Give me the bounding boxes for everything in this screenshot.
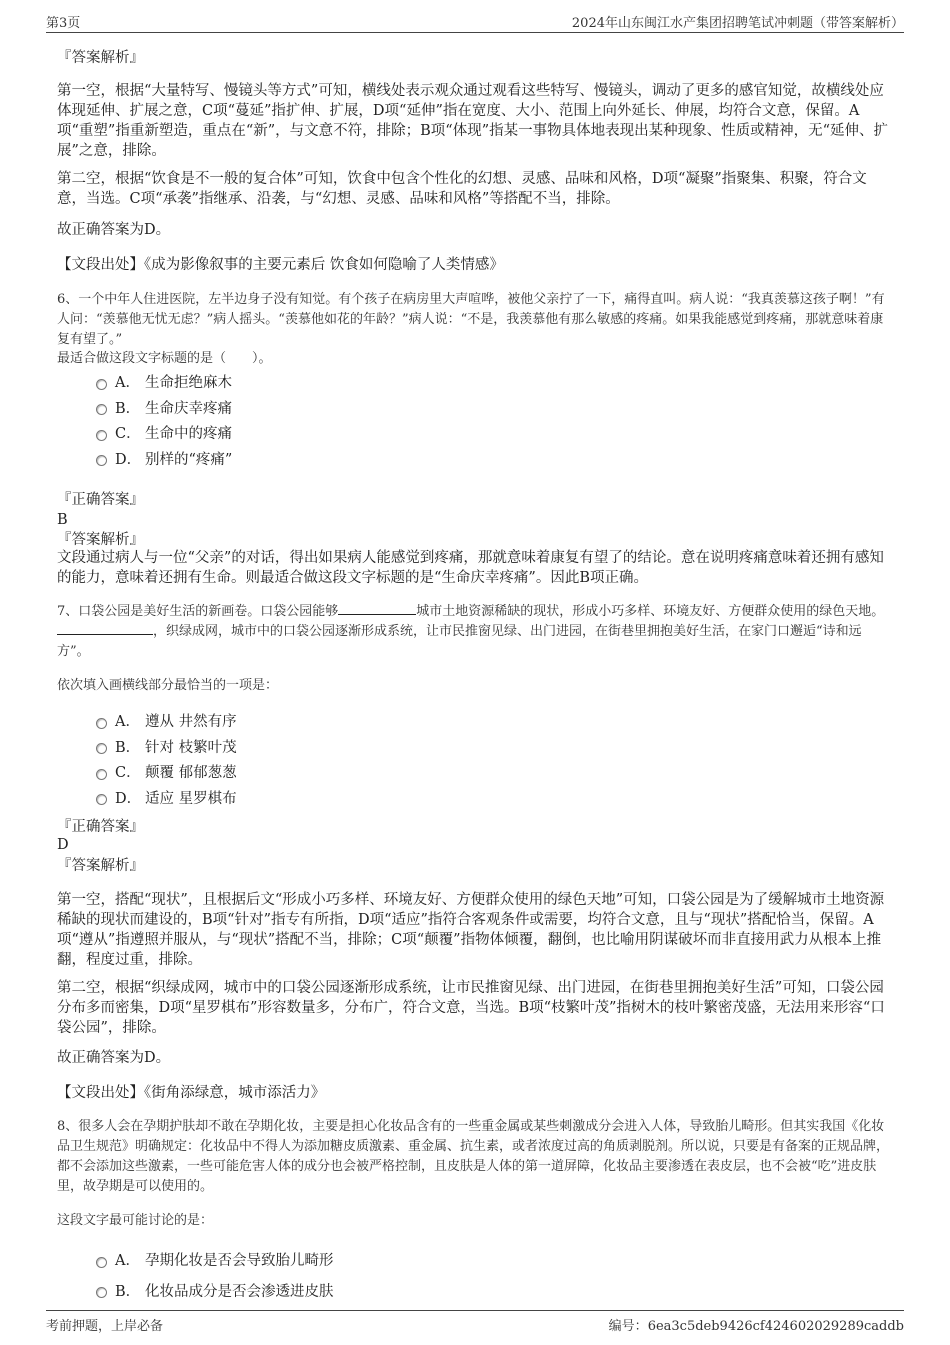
- radio-icon[interactable]: [96, 1287, 107, 1298]
- q8-options: [96, 1241, 334, 1302]
- q8-stem: 8、很多人会在孕期护肤却不敢在孕期化妆，主要是担心化妆品含有的一些重金属或某些刺激成分会进入人体，导致胎儿畸形。但其实我国《化妆品卫生规范》明确规定：化妆品中不得人为添加糖皮质激素、重金属、抗生素，或者浓度过高的角质剥脱剂。所以说，只要是有备案的正规品牌，都不会添加这些激素，一些可能危害人体的成分也会被严格控制，且皮肤是人体的第一道屏障，化妆品主要渗透在表皮层，也不会被“吃”进皮肤里，故孕期是可以使用的。: [57, 1119, 890, 1194]
- radio-icon[interactable]: [96, 743, 107, 754]
- q5-analysis-title: 『答案解析』: [57, 50, 144, 66]
- q6-answer: B: [57, 512, 68, 528]
- q6-options: [96, 369, 232, 471]
- q7-conclusion: 故正确答案为D。: [57, 1050, 171, 1066]
- page-header: [46, 10, 904, 33]
- radio-icon[interactable]: [96, 430, 107, 441]
- footer-slogan: 考前押题，上岸必备: [46, 1319, 164, 1334]
- q7-source: 【文段出处】《街角添绿意，城市添活力》: [57, 1085, 326, 1101]
- q8-option-b[interactable]: B． 化妆品成分是否会渗透进皮肤: [96, 1278, 334, 1302]
- q6-option-d[interactable]: D． 别样的“疼痛”: [96, 446, 232, 472]
- q7-answer-title: 『正确答案』: [57, 819, 144, 835]
- q6-analysis: 文段通过病人与一位“父亲”的对话，得出如果病人能感觉到疼痛，那就意味着康复有望了的结论。意在说明疼痛意味着还拥有感知的能力，意味着还拥有生命。则最适合做这段文字标题的是“生命庆幸疼痛”。因此B项正确。: [57, 550, 884, 586]
- q6-stem: 6、一个中年人住进医院，左半边身子没有知觉。有个孩子在病房里大声喧哗，被他父亲拧了一下，痛得直叫。病人说：“我真羡慕这孩子啊！”有人问：“羡慕他无忧无虑？”病人摇头。“羡慕他如花的年龄？”病人说：“不是，我羡慕他有那么敏感的疼痛。如果我能感觉到疼痛，那就意味着康复有望了。”: [57, 292, 885, 347]
- radio-icon[interactable]: [96, 769, 107, 780]
- q7-option-c[interactable]: C． 颠覆 郁郁葱葱: [96, 759, 237, 785]
- q6-question: 最适合做这段文字标题的是（ ）。: [57, 351, 272, 366]
- q6-option-a[interactable]: A． 生命拒绝麻木: [96, 369, 232, 395]
- document-title: 2024年山东闽江水产集团招聘笔试冲刺题（带答案解析）: [571, 16, 904, 31]
- q7-analysis-para1: 第一空，搭配“现状”，且根据后文“形成小巧多样、环境友好、方便群众使用的绿色天地”可知，口袋公园是为了缓解城市土地资源稀缺的现状而建设的，B项“针对”指专有所指，D项“适应”指符合客观条件或需要，均符合文意，且与“现状”搭配恰当，保留。A项“遵从”指遵照并服从，与“现状”搭配不当，排除；C项“颠覆”指物体倾覆，翻倒，也比喻用阴谋破坏而非直接用武力从根本上推翻，程度过重，排除。: [57, 892, 885, 968]
- radio-icon[interactable]: [96, 404, 107, 415]
- q7-analysis-title: 『答案解析』: [57, 858, 144, 874]
- q7-option-d[interactable]: D． 适应 星罗棋布: [96, 785, 237, 811]
- radio-icon[interactable]: [96, 455, 107, 466]
- document-code: 编号：6ea3c5deb9426cf424602029289caddb: [608, 1319, 904, 1334]
- q7-option-b[interactable]: B． 针对 枝繁叶茂: [96, 734, 237, 760]
- q7-option-a[interactable]: A． 遵从 井然有序: [96, 708, 237, 734]
- radio-icon[interactable]: [96, 379, 107, 390]
- page-footer: [46, 1310, 904, 1333]
- q8-question: 这段文字最可能讨论的是：: [57, 1213, 214, 1228]
- q7-answer: D: [57, 837, 69, 853]
- q6-option-b[interactable]: B． 生命庆幸疼痛: [96, 395, 232, 421]
- q5-analysis-para1: 第一空，根据“大量特写、慢镜头等方式”可知，横线处表示观众通过观看这些特写、慢镜头，调动了更多的感官知觉，故横线处应体现延伸、扩展之意，C项“蔓延”指扩伸、扩展，D项“延伸”指在宽度、大小、范围上向外延长、伸展，均符合文意，保留。A项“重塑”指重新塑造，重点在“新”，与文意不符，排除；B项“体现”指某一事物具体地表现出某种现象、性质或精神，无“延伸、扩展”之意，排除。: [57, 83, 889, 159]
- page-number: 第3页: [46, 16, 81, 31]
- q5-analysis-para2: 第二空，根据“饮食是不一般的复合体”可知，饮食中包含个性化的幻想、灵感、品味和风格，D项“凝聚”指聚集、积聚，符合文意，当选。C项“承袭”指继承、沿袭，与“幻想、灵感、品味和风格”等搭配不当，排除。: [57, 171, 867, 207]
- q6-analysis-title: 『答案解析』: [57, 532, 144, 548]
- q5-source: 【文段出处】《成为影像叙事的主要元素后 饮食如何隐喻了人类情感》: [57, 257, 504, 273]
- q6-option-c[interactable]: C． 生命中的疼痛: [96, 420, 232, 446]
- q7-question: 依次填入画横线部分最恰当的一项是：: [57, 678, 279, 693]
- q7-stem: 7、口袋公园是美好生活的新画卷。口袋公园能够 城市土地资源稀缺的现状，形成小巧多样、环境友好、方便群众使用的绿色天地。，织绿成网，城市中的口袋公园逐渐形成系统，让市民推窗见绿、出门进园，在街巷里拥抱美好生活，在家门口邂逅“诗和远方”。: [57, 604, 885, 659]
- q7-analysis-para2: 第二空，根据“织绿成网，城市中的口袋公园逐渐形成系统，让市民推窗见绿、出门进园，在街巷里拥抱美好生活”可知，口袋公园分布多而密集，D项“星罗棋布”形容数量多，分布广，符合文意，当选。B项“枝繁叶茂”指树木的枝叶繁密茂盛，无法用来形容“口袋公园”，排除。: [57, 980, 885, 1036]
- radio-icon[interactable]: [96, 1257, 107, 1268]
- q8-option-a[interactable]: A． 孕期化妆是否会导致胎儿畸形: [96, 1241, 334, 1278]
- radio-icon[interactable]: [96, 794, 107, 805]
- radio-icon[interactable]: [96, 718, 107, 729]
- q6-answer-title: 『正确答案』: [57, 492, 144, 508]
- fill-blank-2[interactable]: [57, 622, 153, 635]
- q7-options: [96, 708, 237, 810]
- fill-blank-1[interactable]: [338, 602, 416, 615]
- q5-conclusion: 故正确答案为D。: [57, 222, 171, 238]
